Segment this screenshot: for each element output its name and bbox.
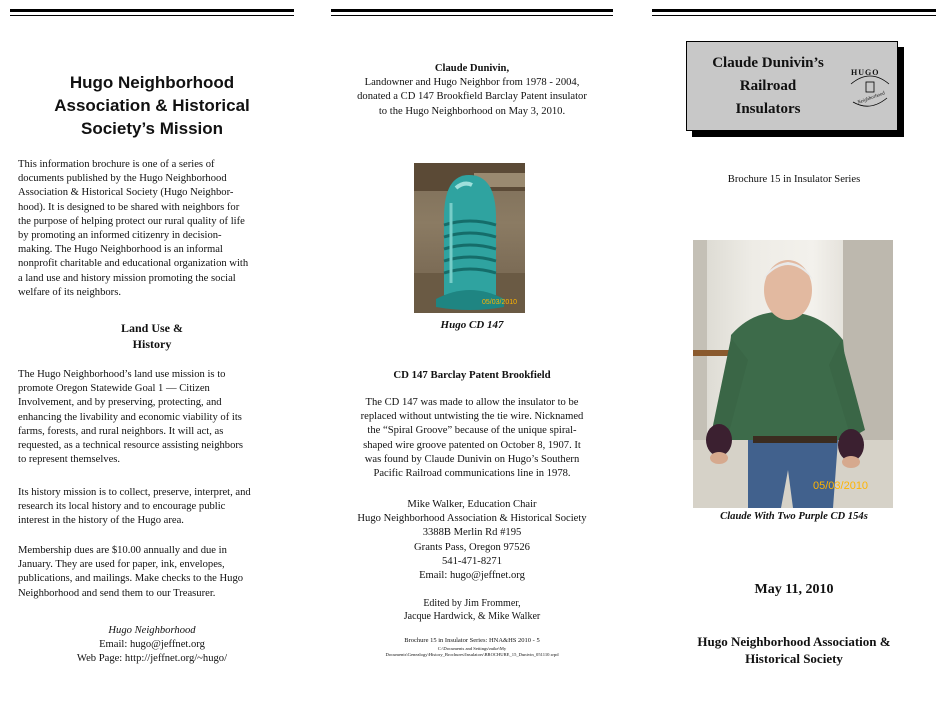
series-label: Brochure 15 in Insulator Series xyxy=(727,174,861,185)
middle-top-rule xyxy=(331,9,613,12)
section-paragraph: The CD 147 was made to allow the insulator to be replaced without untwisting the tie wire. Nicknamed the “Spiral Groove” because of the unique spiral- shaped wire groove patented on October 8, 1907. It was found by Claude Dunivin on Hugo’s Southern Pacific Railroad communications line in 1978. xyxy=(360,397,584,480)
claude-illustration xyxy=(693,240,893,508)
brochure-date: May 11, 2010 xyxy=(754,582,834,597)
middle-top-rule-thin xyxy=(331,15,613,16)
history-paragraph: Its history mission is to collect, preserve, interpret, and research its local history and to encourage public interest in the history of the Hugo area. xyxy=(18,487,251,527)
insulator-caption: Hugo CD 147 xyxy=(440,319,504,331)
contact-block xyxy=(10,624,294,667)
organization-name: Hugo Neighborhood Association & Historical Society xyxy=(697,634,891,666)
left-top-rule xyxy=(10,9,294,12)
left-top-rule-thin xyxy=(10,15,294,16)
land-use-subheading: Land Use & History xyxy=(120,321,183,351)
contact-web[interactable]: Web Page: http://jeffnet.org/~hugo/ xyxy=(76,653,228,665)
chair-contact-block: Mike Walker, Education Chair Hugo Neighborhood Association & Historical Society 3388B Merlin Rd #195 Grants Pass, Oregon 97526 541-471-8271 Email: hugo@jeffnet.org xyxy=(331,498,613,583)
insulator-illustration xyxy=(414,163,525,313)
brochure-title: Claude Dunivin’s Railroad Insulators xyxy=(712,55,824,117)
claude-photo-date: 05/03/2010 xyxy=(813,480,869,492)
right-top-rule xyxy=(652,9,936,12)
land-use-paragraph: The Hugo Neighborhood’s land use mission is to promote Oregon Statewide Goal 1 — Citizen Involvement, and by preserving, protecting, and enhancing the livability and economic viability of its farms, forests, and rural neighbors. It will act, as requested, as a technical resource assisting neighbors to represent themselves. xyxy=(18,369,244,466)
logo-text: HUGO xyxy=(851,68,880,77)
footer-series: Brochure 15 in Insulator Series: HNA&HS 2010 - 5 xyxy=(404,637,540,644)
donor-block: Claude Dunivin, Landowner and Hugo Neighbor from 1978 - 2004, donated a CD 147 Brookfield Barclay Patent insulator to the Hugo Neighborhood on May 3, 2010. xyxy=(331,62,613,119)
claude-photo xyxy=(693,240,893,508)
logo-subtext: Neighborhood xyxy=(857,91,886,106)
title-box xyxy=(686,41,898,131)
claude-caption: Claude With Two Purple CD 154s xyxy=(720,511,868,522)
footer-path: C:\Documents and Settings\mike\My Documents\Genealogy\History_Brochures\Insulators\BROCHURE_15_Dunivin_051110.wpd xyxy=(385,646,559,657)
donor-name: Claude Dunivin, xyxy=(434,63,510,74)
insulator-photo xyxy=(414,163,525,313)
mission-heading: Hugo Neighborhood Association & Historical Society’s Mission xyxy=(54,73,250,138)
intro-paragraph-bound: This information brochure is one of a series of documents published by the Hugo Neighborhood Association & Historical Society (Hugo Neighbor- hood). It is designed to be shared with neighbors for the purpose of helping protect our rural quality of life by promoting an informed citizenry in decision- making. The Hugo Neighborhood is an informal nonprofit charitable and educational organization with a land use and history mission promoting the social welfare of its neighbors. xyxy=(18,159,249,298)
chair-email[interactable]: Email: hugo@jeffnet.org xyxy=(419,570,525,582)
contact-email[interactable]: Email: hugo@jeffnet.org xyxy=(99,639,205,651)
section-title: CD 147 Barclay Patent Brookfield xyxy=(393,369,551,381)
dues-paragraph: Membership dues are $10.00 annually and due in January. They are used for paper, ink, envelopes, publications, and mailings. Make checks to the Hugo Neighborhood and send them to our Treasurer. xyxy=(18,545,244,599)
edited-by-block: Edited by Jim Frommer, Jacque Hardwick, & Mike Walker xyxy=(403,598,541,622)
hugo-logo xyxy=(845,62,895,112)
insulator-photo-date: 05/03/2010 xyxy=(482,299,518,306)
right-top-rule-thin xyxy=(652,15,936,16)
contact-name: Hugo Neighborhood xyxy=(108,625,196,636)
